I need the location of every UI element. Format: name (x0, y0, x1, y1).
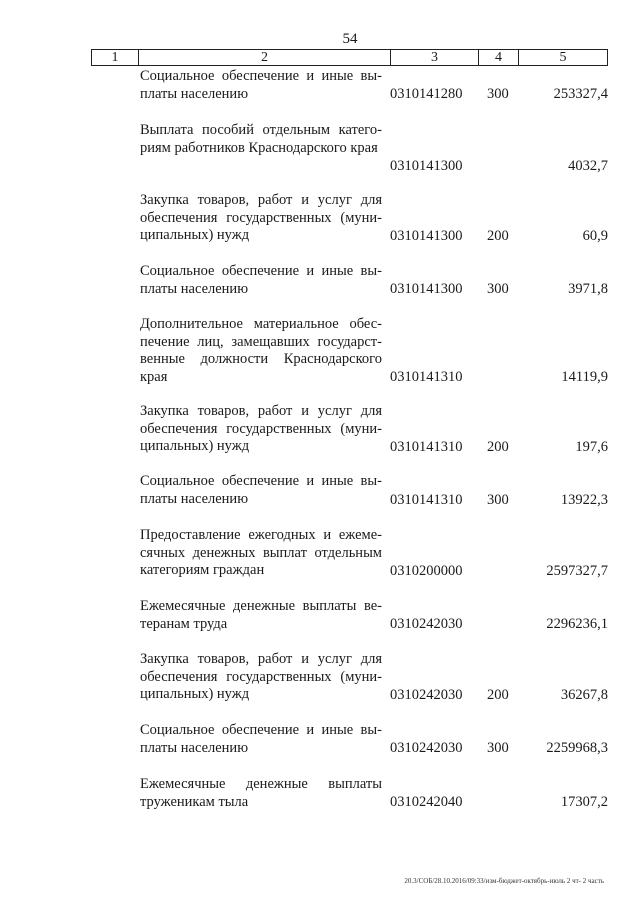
row-type: 300 (487, 85, 509, 102)
table-row (0, 722, 640, 757)
row-code: 0310242030 (390, 686, 463, 703)
row-name: Социальное обеспечение и иные выплаты населению (140, 722, 382, 756)
footer-document-stamp: 20.3/СОБ/28.10.2016/09:33/изм-бюджет-октябрь-июль 2 чт- 2 часть (404, 877, 604, 885)
row-amount: 2597327,7 (546, 562, 608, 579)
row-amount: 2296236,1 (546, 615, 608, 632)
table-row (0, 192, 640, 245)
row-name: Социальное обеспечение и иные выплаты населению (140, 263, 382, 297)
row-name: Выплата пособий отдельным категориям работников Краснодарского края (140, 122, 382, 156)
row-amount: 13922,3 (560, 491, 608, 508)
row-code: 0310141300 (390, 227, 463, 244)
table-row (0, 316, 640, 386)
row-type: 300 (487, 739, 509, 756)
row-amount: 36267,8 (560, 686, 608, 703)
row-name: Предоставление ежегодных и ежемесячных денежных выплат отдельным категориям граждан (140, 527, 382, 578)
row-code: 0310141300 (390, 280, 463, 297)
row-name: Закупка товаров, работ и услуг для обеспечения государственных (муниципальных) нужд (140, 651, 382, 702)
table-row (0, 263, 640, 298)
row-amount: 197,6 (575, 438, 608, 455)
row-name: Социальное обеспечение и иные выплаты населению (140, 473, 382, 507)
row-amount: 3971,8 (568, 280, 608, 297)
row-type: 300 (487, 280, 509, 297)
row-code: 0310141310 (390, 491, 463, 508)
row-type: 200 (487, 438, 509, 455)
row-code: 0310242030 (390, 615, 463, 632)
header-col-4: 4 (479, 50, 519, 65)
row-code: 0310242040 (390, 793, 463, 810)
row-code: 0310141310 (390, 438, 463, 455)
row-name: Закупка товаров, работ и услуг для обеспечения государственных (муниципальных) нужд (140, 192, 382, 243)
row-name: Социальное обеспечение и иные выплаты населению (140, 68, 382, 102)
table-row (0, 473, 640, 509)
row-amount: 14119,9 (561, 368, 608, 385)
row-code: 0310141280 (390, 85, 463, 102)
header-col-2: 2 (139, 50, 391, 65)
header-col-5: 5 (559, 50, 567, 65)
table-row (0, 598, 640, 633)
row-code: 0310242030 (390, 739, 463, 756)
table-row (0, 403, 640, 456)
row-name: Ежемесячные денежные выплаты ветеранам труда (140, 598, 382, 632)
table-row (0, 651, 640, 704)
table-row (0, 776, 640, 811)
table-row (0, 527, 640, 580)
table-header-row (91, 49, 608, 66)
row-type: 200 (487, 686, 509, 703)
row-amount: 253327,4 (553, 85, 608, 102)
table-row (0, 68, 640, 103)
table-row (0, 122, 640, 175)
page-number: 54 (342, 31, 358, 47)
header-col-3: 3 (391, 50, 479, 65)
row-name: Закупка товаров, работ и услуг для обеспечения государственных (муниципальных) нужд (140, 403, 382, 454)
row-code: 0310141310 (390, 368, 463, 385)
row-type: 300 (487, 491, 509, 508)
row-code: 0310141300 (390, 157, 463, 174)
row-name: Ежемесячные денежные выплаты труженикам тыла (140, 776, 382, 810)
row-name: Дополнительное материальное обеспечение лиц, замещавших государственные должности Краснодарского края (140, 316, 382, 385)
row-code: 0310200000 (390, 562, 463, 579)
row-type: 200 (487, 227, 509, 244)
row-amount: 2259968,3 (546, 739, 608, 756)
header-col-1: 1 (92, 50, 139, 65)
row-amount: 60,9 (582, 227, 608, 244)
row-amount: 4032,7 (568, 157, 608, 174)
row-amount: 17307,2 (560, 793, 608, 810)
